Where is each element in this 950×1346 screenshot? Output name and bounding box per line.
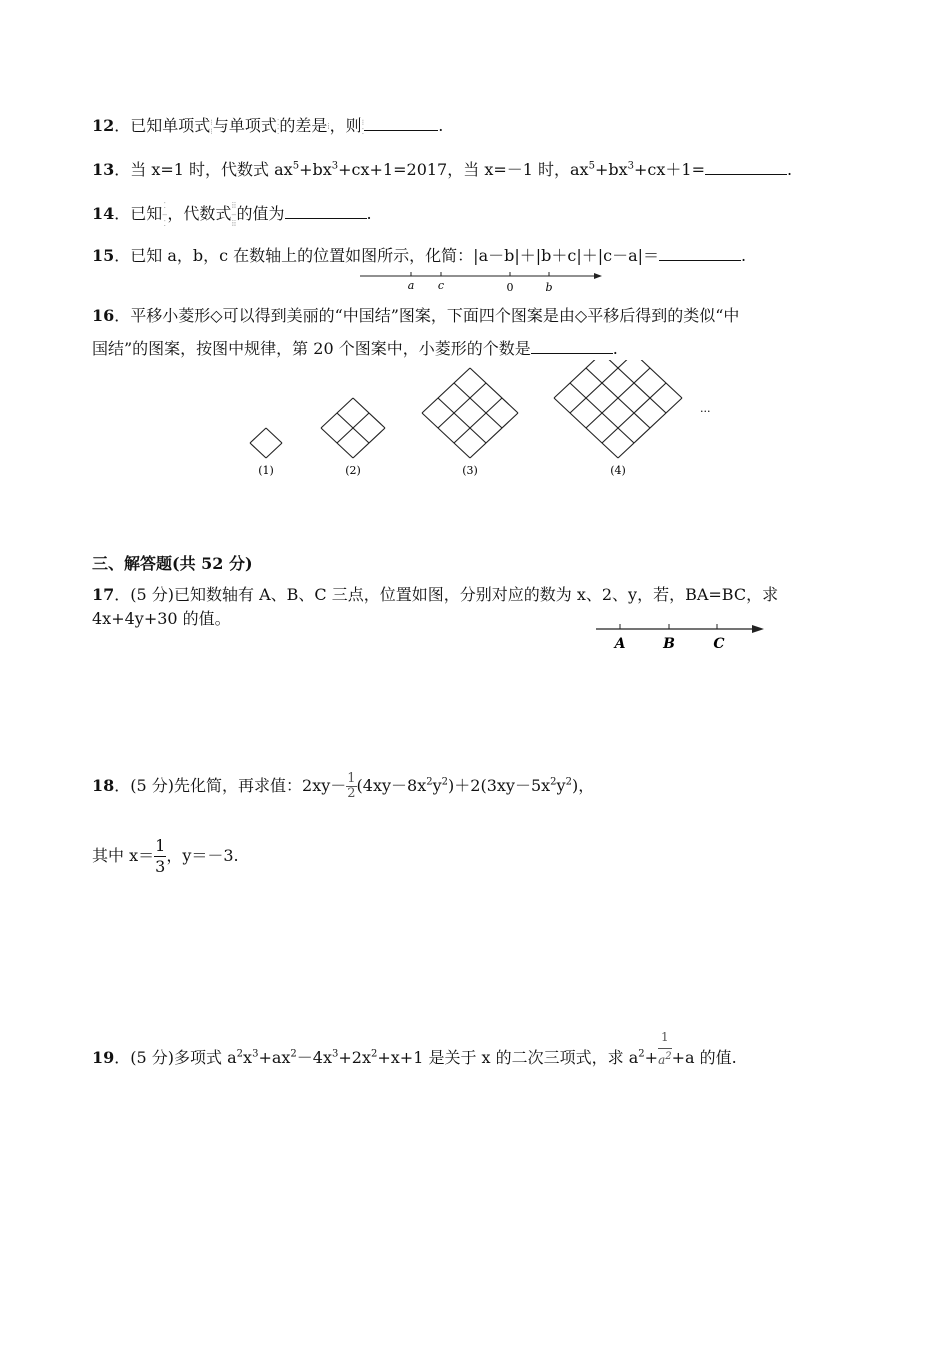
knot-figure-2 (321, 398, 385, 458)
knot-line (250, 443, 266, 458)
question-17-line1: 17．(5 分)已知数轴有 A、B、C 三点，位置如图，分别对应的数为 x、2、y，若，BA=BC，求 (92, 585, 779, 604)
number-line-q17 (594, 618, 774, 654)
question-15: 15．已知 a，b，c 在数轴上的位置如图所示，化简：|a－b|＋|b＋c|＋|c－a|＝ . (92, 246, 747, 265)
knot-line (570, 360, 634, 413)
figure-label: (4) (610, 464, 626, 477)
knot-figure-1 (250, 428, 282, 458)
knot-figure-3 (422, 368, 518, 458)
formula-placeholder: ⁞⁞ ‒ ⁞⁞ (231, 201, 237, 228)
knot-line (250, 428, 266, 443)
formula-placeholder: ⁝ ⁝ (210, 117, 213, 136)
answer-blank[interactable] (285, 202, 367, 219)
question-19: 19．(5 分)多项式 $a^2x^3+ax^2-4x^3+2x^2+x+1$ 是关于 x 的二次三项式，求 $a^2+$ $\frac{1}{a^2}$ +a 的值. (92, 1036, 737, 1081)
fraction-one-over-a-squared: $\frac{1}{a^2}$ (658, 1026, 672, 1071)
fraction-one-third: $\frac{1}{3}$ (155, 836, 166, 876)
axis-label-A: A (614, 636, 626, 652)
question-number: 19 (92, 1048, 115, 1067)
axis-label-0: 0 (506, 281, 514, 294)
ellipsis: ... (700, 402, 711, 415)
axis-label-C: C (713, 636, 725, 652)
knot-line (266, 428, 282, 443)
question-18-line1: 18．(5 分)先化简，再求值：2xy－ $\frac{1}{2}$ $(4xy-8x^2y^2)+2(3xy-5x^2y^2)$， (92, 771, 595, 801)
question-18-line2: 其中 x＝ $\frac{1}{3}$ ，y＝－3. (92, 836, 239, 876)
knot-line (554, 360, 618, 398)
number-line-q15 (358, 266, 608, 296)
question-number: 16 (92, 306, 115, 325)
question-number: 14 (92, 204, 115, 223)
question-number: 18 (92, 776, 115, 795)
figure-label: (2) (345, 464, 361, 477)
answer-blank[interactable] (364, 114, 438, 131)
chinese-knot-figures (240, 360, 720, 485)
question-number: 13 (92, 160, 115, 179)
answer-blank[interactable] (705, 158, 787, 175)
axis-label-B: B (663, 636, 675, 652)
formula-placeholder: ⁚ ‒ ⁚ (162, 201, 168, 228)
axis-label-b: b (545, 281, 553, 294)
axis-label-a: a (407, 279, 415, 292)
knot-line (618, 360, 682, 398)
question-13: 13．当 x=1 时，代数式 $ax^5+bx^3+cx+1=2017$，当 x=－1 时，$ax^5+bx^3+cx+1=$ . (92, 160, 793, 179)
knot-line (266, 443, 282, 458)
formula-placeholder: ⁚ ⁚ (276, 117, 280, 136)
axis-label-c: c (437, 279, 445, 292)
formula-placeholder: ⁞ (327, 122, 330, 131)
question-12: 12．已知单项式⁝ ⁝与单项式⁚ ⁚的差是⁞，则⁝ ⁚ . (92, 116, 444, 136)
answer-blank[interactable] (531, 337, 613, 354)
figure-label: (1) (258, 464, 274, 477)
knot-line (602, 360, 666, 413)
question-number: 12 (92, 116, 115, 135)
fraction-one-half: $\frac{1}{2}$ (347, 771, 356, 801)
section-title: 三、解答题(共 52 分) (92, 554, 253, 573)
formula-placeholder: ⁝ ⁚ (361, 117, 365, 136)
question-17-line2: 4x+4y+30 的值。 (92, 609, 231, 628)
question-14: 14．已知⁚ ‒ ⁚，代数式⁞⁞ ‒ ⁞⁞的值为 . (92, 201, 372, 228)
question-number: 17 (92, 585, 115, 604)
knot-figure-4 (554, 360, 682, 458)
question-number: 15 (92, 246, 115, 265)
figure-label: (3) (462, 464, 478, 477)
question-16-line2: 国结”的图案，按图中规律，第 20 个图案中，小菱形的个数是 . (92, 339, 618, 358)
answer-blank[interactable] (659, 244, 741, 261)
question-16-line1: 16．平移小菱形◇可以得到美丽的“中国结”图案，下面四个图案是由◇平移后得到的类似“中 (92, 306, 740, 325)
